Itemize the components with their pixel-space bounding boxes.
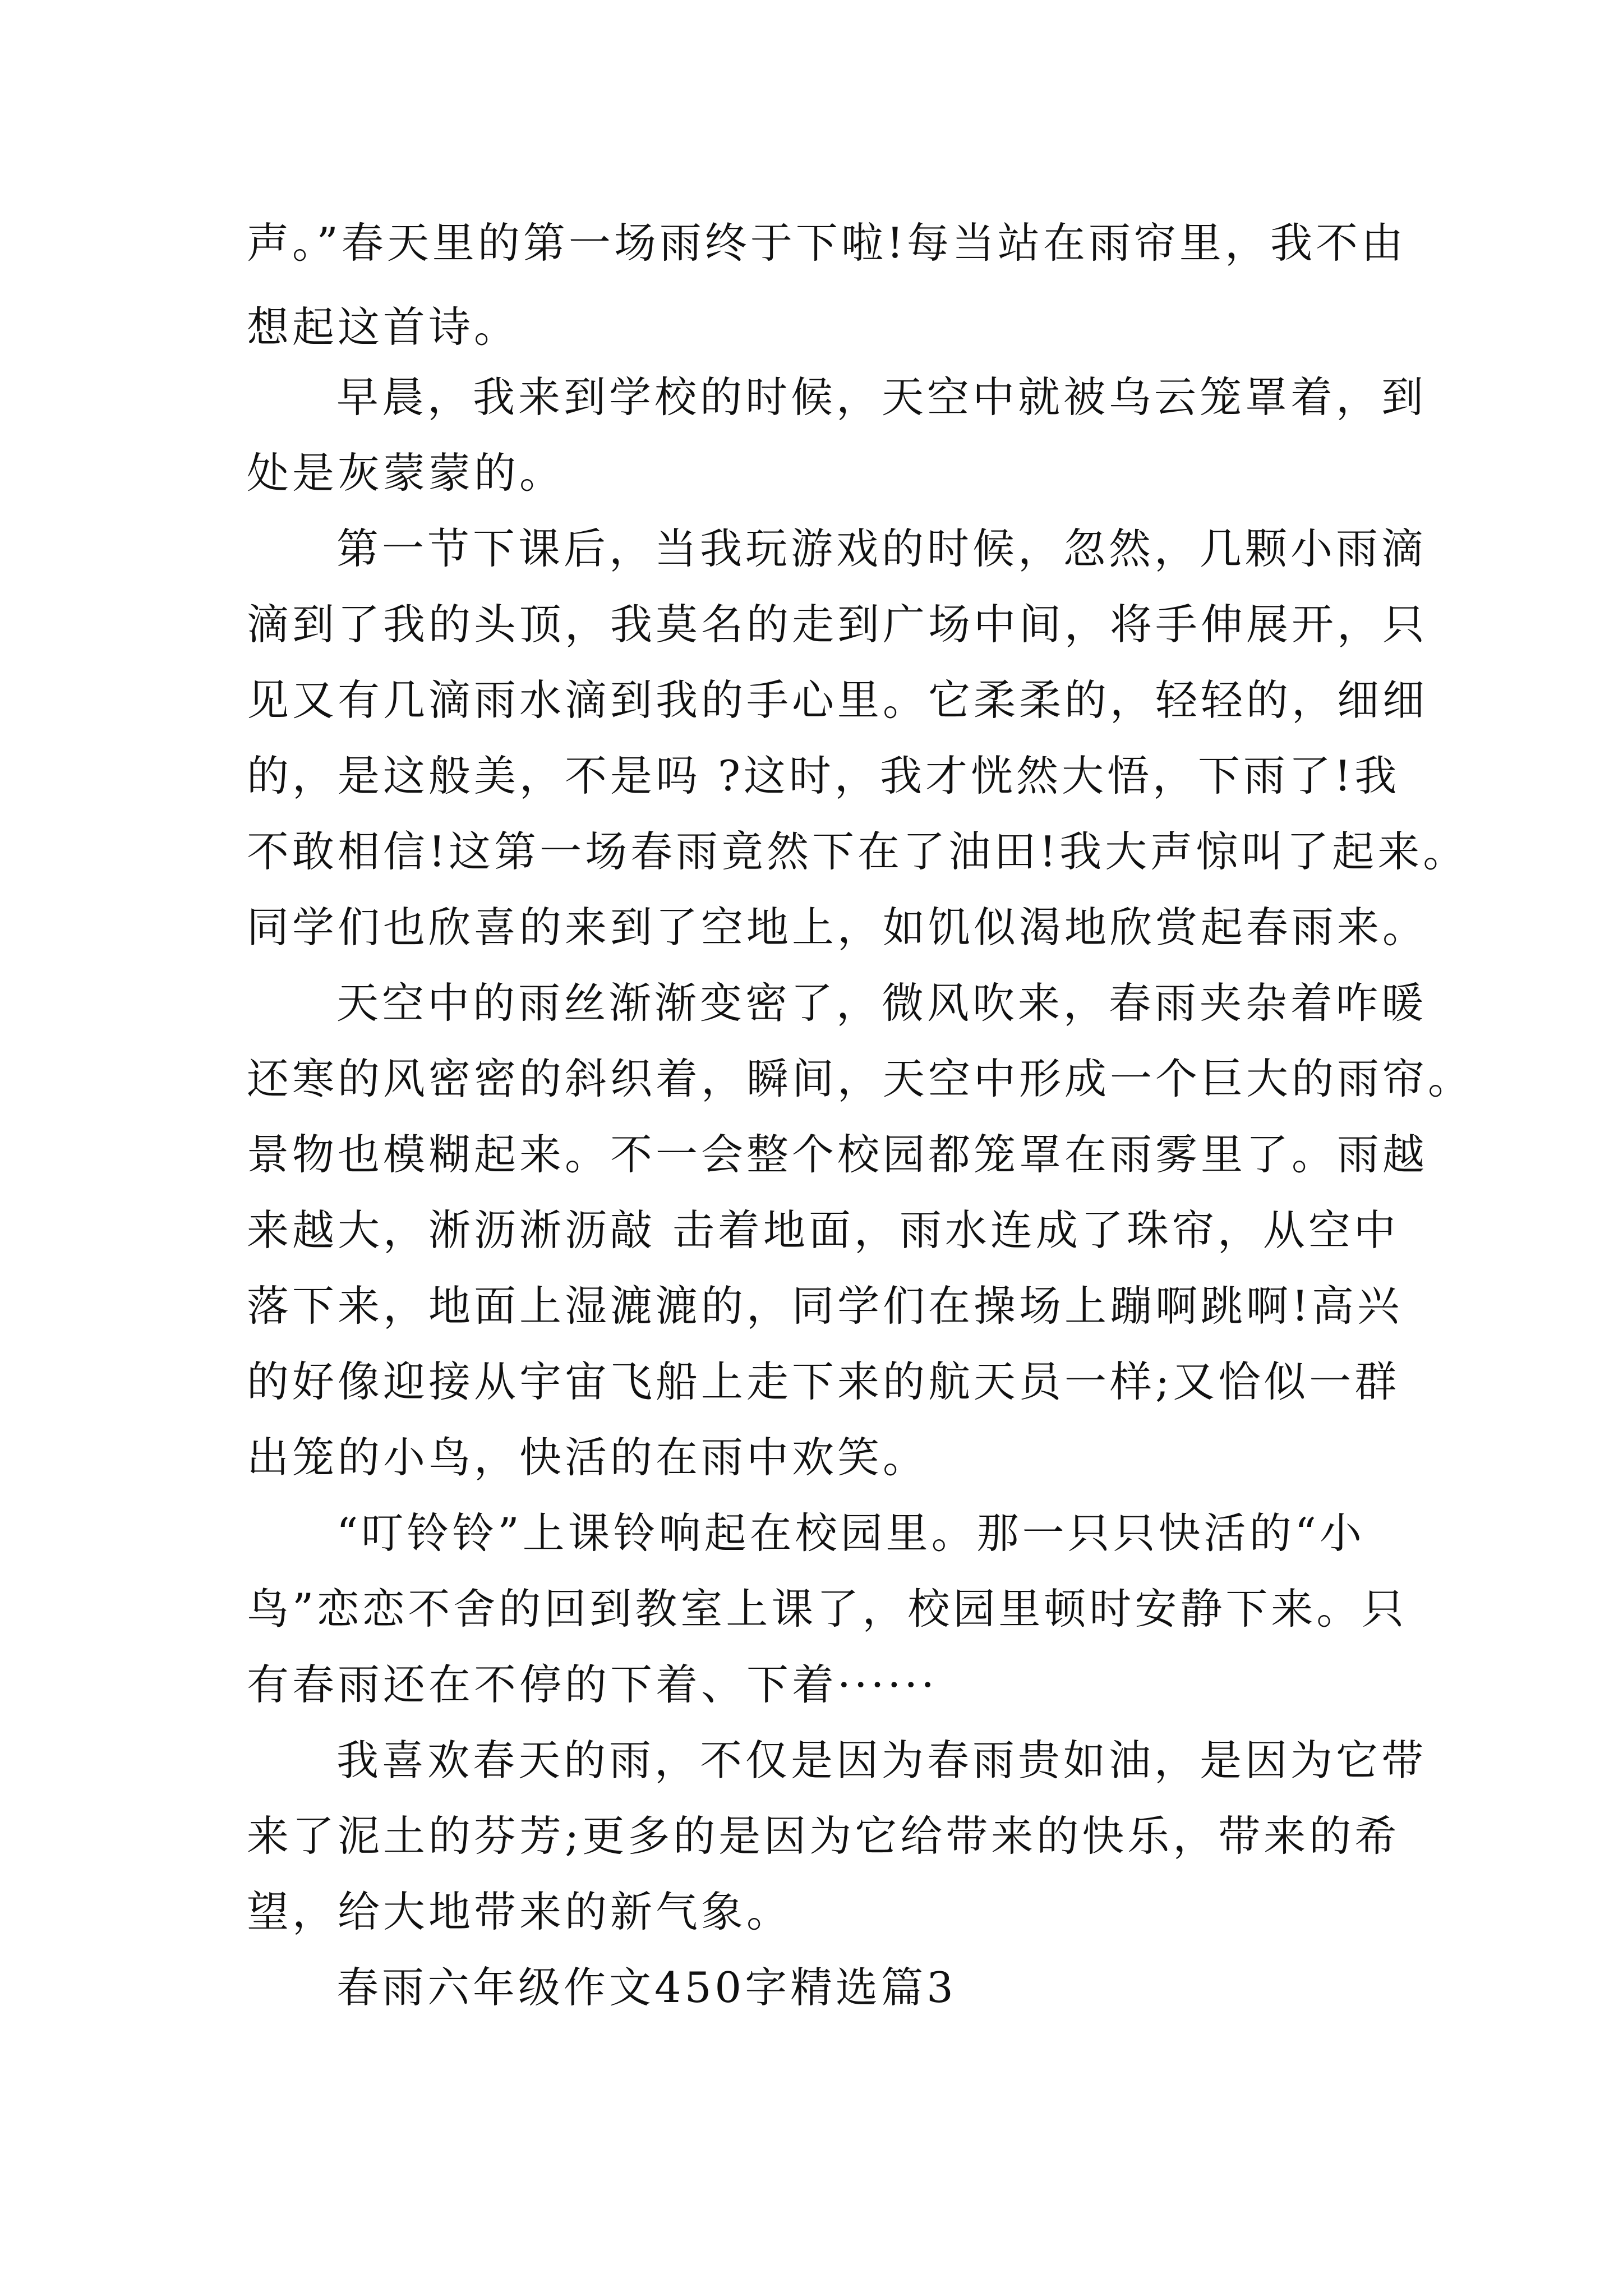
text-line: 望，给大地带来的新气象。 bbox=[247, 1887, 792, 1936]
text-line: 出笼的小鸟，快活的在雨中欢笑。 bbox=[247, 1433, 929, 1482]
paragraph-start-line: 早晨，我来到学校的时候，天空中就被乌云笼罩着，到 bbox=[336, 372, 1427, 422]
text-line: 处是灰蒙蒙的。 bbox=[247, 448, 565, 498]
text-line: 的好像迎接从宇宙飞船上走下来的航天员一样;又恰似一群 bbox=[247, 1357, 1400, 1406]
text-line: 来越大，淅沥淅沥敲 击着地面，雨水连成了珠帘，从空中 bbox=[247, 1205, 1399, 1255]
text-line: 来了泥土的芬芳;更多的是因为它给带来的快乐，带来的希 bbox=[247, 1811, 1400, 1861]
text-line: 声。”春天里的第一场雨终于下啦!每当站在雨帘里，我不由 bbox=[247, 218, 1407, 268]
text-line: 不敢相信!这第一场春雨竟然下在了油田!我大声惊叫了起来。 bbox=[247, 827, 1469, 876]
text-line: 景物也模糊起来。不一会整个校园都笼罩在雨雾里了。雨越 bbox=[247, 1130, 1428, 1179]
text-line: 鸟”恋恋不舍的回到教室上课了，校园里顿时安静下来。只 bbox=[247, 1584, 1408, 1634]
section-heading: 春雨六年级作文450字精选篇3 bbox=[336, 1963, 957, 2012]
text-line: 滴到了我的头顶，我莫名的走到广场中间，将手伸展开，只 bbox=[247, 600, 1428, 649]
paragraph-start-line: 第一节下课后，当我玩游戏的时候，忽然，几颗小雨滴 bbox=[336, 524, 1427, 573]
paragraph-start-line: 天空中的雨丝渐渐变密了，微风吹来，春雨夹杂着咋暖 bbox=[336, 978, 1427, 1028]
text-line: 落下来，地面上湿漉漉的，同学们在操场上蹦啊跳啊!高兴 bbox=[247, 1281, 1403, 1331]
text-line: 还寒的风密密的斜织着，瞬间，天空中形成一个巨大的雨帘。 bbox=[247, 1054, 1474, 1103]
paragraph-start-line: “叮铃铃”上课铃响起在校园里。那一只只快活的“小 bbox=[336, 1508, 1366, 1558]
text-line: 的，是这般美，不是吗 ?这时，我才恍然大悟，下雨了!我 bbox=[247, 751, 1400, 800]
text-line: 想起这首诗。 bbox=[247, 302, 520, 352]
text-line: 有春雨还在不停的下着、下着······ bbox=[247, 1660, 938, 1709]
text-line: 同学们也欣喜的来到了空地上，如饥似渴地欣赏起春雨来。 bbox=[247, 903, 1428, 952]
paragraph-start-line: 我喜欢春天的雨，不仅是因为春雨贵如油，是因为它带 bbox=[336, 1736, 1427, 1785]
text-line: 见又有几滴雨水滴到我的手心里。它柔柔的，轻轻的，细细 bbox=[247, 675, 1428, 725]
